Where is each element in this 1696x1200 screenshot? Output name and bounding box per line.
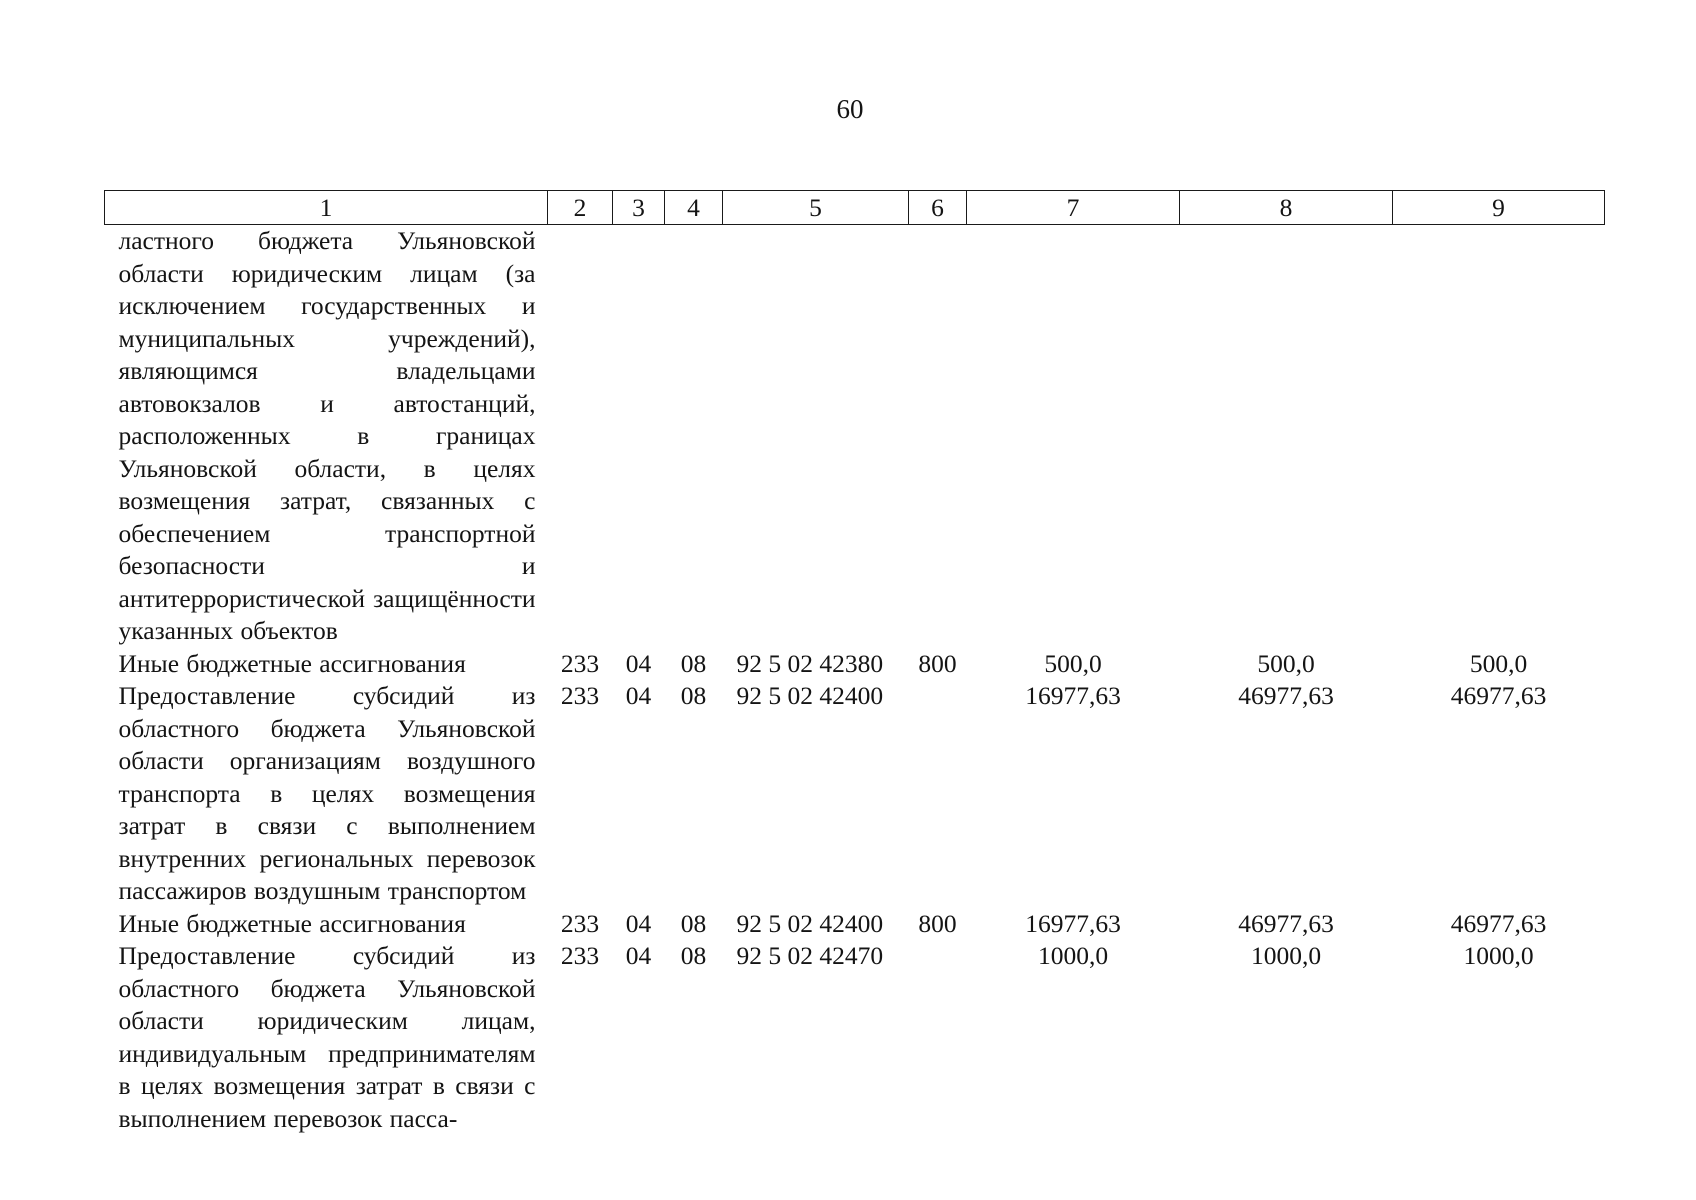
column-header-3: 3 — [613, 191, 665, 225]
row-amount-col8: 500,0 — [1257, 648, 1315, 678]
row-amount-col8: 1000,0 — [1250, 941, 1322, 970]
row-expense-type — [909, 680, 967, 908]
row-description: ластного бюджета Ульяновской области юридическим лицам (за исключением государственных и муниципальных учреждений), являющимся владельцами автовокзалов и автостанций, расположенных в границах Ульяновской области, в целях возмещения затрат, связанных с обеспечением транспортной безопасности и антитеррористической защищённости указанных объектов — [118, 226, 536, 645]
header-row — [105, 191, 1605, 225]
row-target-code — [723, 225, 909, 648]
row-description: Иные бюджетные ассигнования — [118, 648, 466, 678]
table-row — [105, 648, 1605, 681]
page-number: 60 — [836, 94, 864, 124]
table-body — [105, 225, 1605, 1136]
column-header-2: 2 — [548, 191, 613, 225]
row-amount-col7: 500,0 — [1044, 648, 1102, 678]
row-description: Предоставление субсидий из областного бюджета Ульяновской области организациям воздушного транспорта в целях возмещения затрат в связи с выполнением внутренних региональных перевозок пассажиров воздушным транспортом — [118, 681, 536, 905]
row-amount-col7: 1000,0 — [1037, 941, 1109, 970]
row-amount-col8: 46977,63 — [1238, 681, 1334, 710]
row-subsection-code: 08 — [680, 648, 707, 678]
row-amount-col7: 16977,63 — [1025, 681, 1121, 710]
row-amount-col9 — [1393, 225, 1605, 648]
row-section-code: 04 — [625, 941, 652, 970]
row-ministry-code: 233 — [560, 681, 600, 710]
table-row — [105, 908, 1605, 941]
row-description: Предоставление субсидий из областного бюджета Ульяновской области юридическим лицам, индивидуальным предпринимателям в целях возмещения затрат в связи с выполнением перевозок пасса- — [118, 941, 536, 1133]
row-target-code: 92 5 02 42400 — [736, 908, 884, 938]
row-amount-col9: 1000,0 — [1463, 941, 1534, 970]
row-amount-col9: 46977,63 — [1450, 681, 1547, 710]
row-subsection-code: 08 — [680, 908, 707, 938]
row-subsection-code — [665, 225, 723, 648]
row-amount-col8: 46977,63 — [1238, 908, 1334, 938]
column-header-4: 4 — [665, 191, 723, 225]
column-header-9: 9 — [1393, 191, 1605, 225]
row-ministry-code: 233 — [560, 941, 600, 970]
row-target-code: 92 5 02 42470 — [736, 941, 884, 970]
column-header-1: 1 — [105, 191, 548, 225]
column-header-7: 7 — [967, 191, 1180, 225]
table-row — [105, 680, 1605, 908]
row-description: Иные бюджетные ассигнования — [118, 908, 466, 938]
row-ministry-code: 233 — [560, 908, 600, 938]
column-header-5: 5 — [723, 191, 909, 225]
row-section-code — [613, 225, 665, 648]
table-row — [105, 225, 1605, 648]
row-expense-type: 800 — [918, 908, 957, 938]
table-header — [105, 191, 1605, 225]
row-section-code: 04 — [625, 681, 652, 710]
budget-table — [104, 190, 1605, 1135]
row-section-code: 04 — [625, 648, 652, 678]
row-section-code: 04 — [625, 908, 652, 938]
column-header-8: 8 — [1180, 191, 1393, 225]
row-amount-col9: 46977,63 — [1450, 908, 1547, 938]
row-expense-type — [909, 225, 967, 648]
row-expense-type — [909, 940, 967, 1135]
row-amount-col9: 500,0 — [1469, 648, 1528, 678]
row-target-code: 92 5 02 42380 — [736, 648, 884, 678]
row-ministry-code — [548, 225, 613, 648]
row-amount-col8 — [1180, 225, 1393, 648]
column-header-6: 6 — [909, 191, 967, 225]
row-amount-col7: 16977,63 — [1025, 908, 1121, 938]
row-subsection-code: 08 — [680, 681, 707, 710]
table-row — [105, 940, 1605, 1135]
row-ministry-code: 233 — [560, 648, 600, 678]
row-expense-type: 800 — [918, 648, 957, 678]
row-target-code: 92 5 02 42400 — [736, 681, 884, 710]
row-subsection-code: 08 — [680, 941, 707, 970]
row-amount-col7 — [967, 225, 1180, 648]
